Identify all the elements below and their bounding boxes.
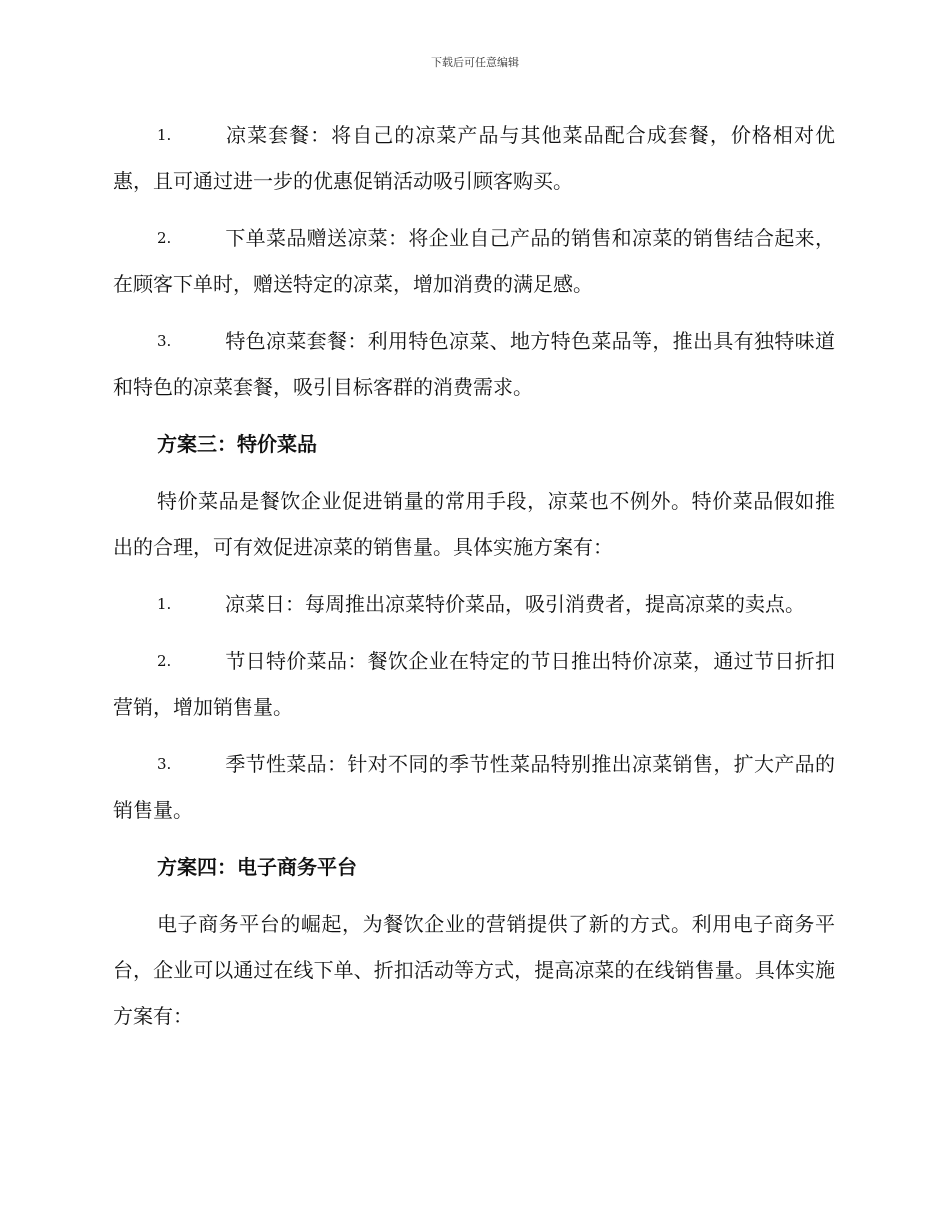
list-text: 季节性菜品：针对不同的季节性菜品特别推出凉菜销售，扩大产品的销售量。 <box>113 752 835 822</box>
list-text: 节日特价菜品：餐饮企业在特定的节日推出特价凉菜，通过节日折扣营销，增加销售量。 <box>113 649 835 719</box>
list-item <box>113 638 835 730</box>
list-item <box>113 112 835 204</box>
section-heading: 方案四：电子商务平台 <box>157 855 357 879</box>
list-number: 3. <box>157 755 172 773</box>
list-item <box>113 741 835 833</box>
section-heading: 方案三：特价菜品 <box>157 432 317 456</box>
document-body <box>113 112 835 1050</box>
list-text: 凉菜日：每周推出凉菜特价菜品，吸引消费者，提高凉菜的卖点。 <box>225 592 805 616</box>
list-text: 下单菜品赠送凉菜：将企业自己产品的销售和凉菜的销售结合起来，在顾客下单时，赠送特定的凉菜，增加消费的满足感。 <box>113 226 835 296</box>
list-number: 2. <box>157 229 172 247</box>
list-number: 1. <box>157 126 172 144</box>
list-item <box>113 215 835 307</box>
section-intro: 电子商务平台的崛起，为餐饮企业的营销提供了新的方式。利用电子商务平台，企业可以通过在线下单、折扣活动等方式，提高凉菜的在线销售量。具体实施方案有： <box>113 912 835 1028</box>
page-header: 下载后可任意编辑 <box>431 56 519 69</box>
list-item <box>113 581 835 627</box>
list-number: 1. <box>157 595 172 613</box>
list-number: 3. <box>157 332 172 350</box>
list-text: 特色凉菜套餐：利用特色凉菜、地方特色菜品等，推出具有独特味道和特色的凉菜套餐，吸引目标客群的消费需求。 <box>113 329 835 399</box>
list-text: 凉菜套餐：将自己的凉菜产品与其他菜品配合成套餐，价格相对优惠，且可通过进一步的优惠促销活动吸引顾客购买。 <box>113 123 835 193</box>
section-intro: 特价菜品是餐饮企业促进销量的常用手段，凉菜也不例外。特价菜品假如推出的合理，可有效促进凉菜的销售量。具体实施方案有： <box>113 489 835 559</box>
list-item <box>113 318 835 410</box>
list-number: 2. <box>157 652 172 670</box>
